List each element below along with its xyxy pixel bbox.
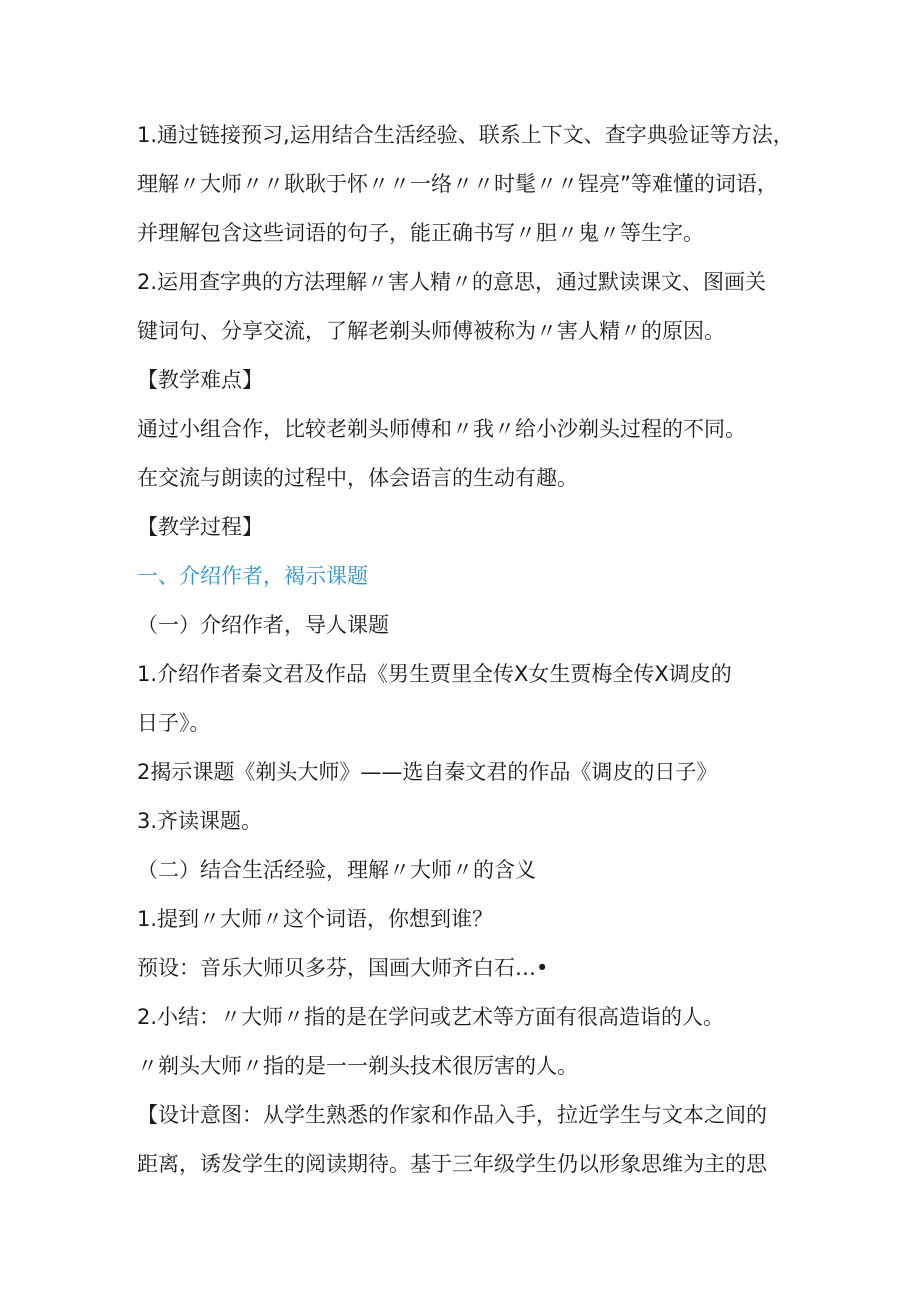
question-line: 1.提到〃大师〃这个词语，你想到谁？ bbox=[137, 907, 494, 931]
objective-2-line-2: 键词句、分享交流，了解老剃头师傅被称为〃害人精〃的原因。 bbox=[137, 319, 725, 343]
difficulty-line-1: 通过小组合作，比较老剃头师傅和〃我〃给小沙剃头过程的不同。 bbox=[137, 417, 746, 441]
objective-2-line-1: 2.运用查字典的方法理解〃害人精〃的意思，通过默读课文、图画关 bbox=[137, 270, 767, 294]
objective-1-line-1: 1.通过链接预习,运用结合生活经验、联系上下文、查字典验证等方法， bbox=[137, 123, 794, 147]
section-heading-difficulties: 【教学难点】 bbox=[137, 368, 263, 392]
subsection-two-heading: （二）结合生活经验，理解〃大师〃的含义 bbox=[137, 858, 536, 882]
summary-line-2: 〃剃头大师〃指的是一一剃头技术很厉害的人。 bbox=[137, 1054, 578, 1078]
step-2-line: 2揭示课题《剃头大师》——选自秦文君的作品《调皮的日子》 bbox=[137, 760, 718, 784]
objective-1-line-2: 理解〃大师〃〃耿耿于怀〃〃一络〃〃时髦〃〃锃亮”等难懂的词语， bbox=[137, 172, 778, 196]
design-intent-line-2: 距离，诱发学生的阅读期待。基于三年级学生仍以形象思维为主的思 bbox=[137, 1152, 767, 1176]
section-heading-process: 【教学过程】 bbox=[137, 515, 263, 539]
summary-line-1: 2.小结：〃大师〃指的是在学问或艺术等方面有很高造诣的人。 bbox=[137, 1005, 725, 1029]
step-1-line-2: 日子》。 bbox=[137, 711, 211, 735]
objective-1-line-3: 并理解包含这些词语的句子，能正确书写〃胆〃鬼〃等生字。 bbox=[137, 221, 704, 245]
preset-answer-line: 预设：音乐大师贝多芬，国画大师齐白石…• bbox=[137, 956, 549, 980]
design-intent-line-1: 【设计意图：从学生熟悉的作家和作品入手，拉近学生与文本之间的 bbox=[137, 1103, 767, 1127]
part-one-heading: 一、介绍作者，褐示课题 bbox=[137, 564, 368, 588]
step-1-line-1: 1.介绍作者秦文君及作品《男生贾里全传X女生贾梅全传X调皮的 bbox=[137, 662, 732, 686]
step-3-line: 3.齐读课题。 bbox=[137, 809, 263, 833]
difficulty-line-2: 在交流与朗读的过程中，体会语言的生动有趣。 bbox=[137, 466, 578, 490]
subsection-one-heading: （一）介绍作者，导人课题 bbox=[137, 613, 389, 637]
